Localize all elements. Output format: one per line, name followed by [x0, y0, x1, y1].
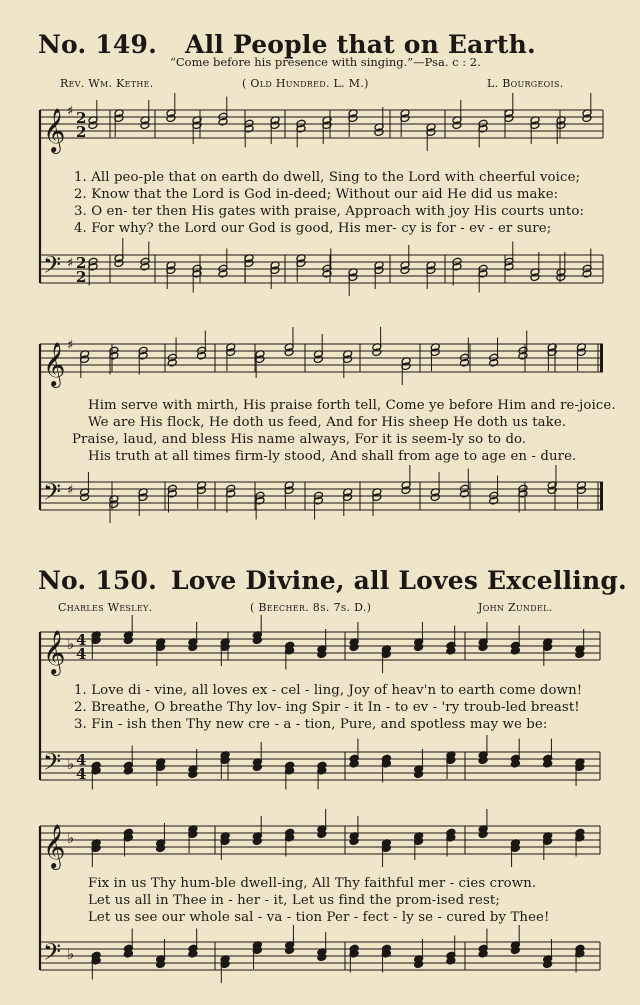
h149-s2-bass-sharp-icon: ♯ [67, 483, 74, 498]
h150-s1-treble-time-sig-bottom: 4 [76, 645, 87, 663]
hymn-150-verse-3a: 3. Fin - ish then Thy new cre - a - tion, Pure, and spotless may we be: [74, 717, 548, 732]
hymn-149-verse-4b: His truth at all times firm-ly stood, And shall from age to age en - dure. [88, 449, 577, 464]
h150-s1-treble-treble-clef-icon: 𝄞 [43, 630, 66, 674]
hymn-149-verse-1b: Him serve with mirth, His praise forth tell, Come ye before Him and re-joice. [88, 398, 616, 413]
hymn-149-epigraph: “Come before his presence with singing.”—Psa. c : 2. [170, 55, 481, 69]
hymn-149-tune: ( Old Hundred. L. M.) [242, 77, 369, 90]
hymn-149-verse-4a: 4. For why? the Lord our God is good, His mer- cy is for - ev - er sure; [74, 221, 552, 236]
h150-s1-bass-flat-icon: ♭ [67, 755, 75, 773]
h150-s1-bass-time-sig-top: 4 [76, 751, 87, 769]
h150-s1-bass-bass-clef-icon: 𝄢 [43, 748, 62, 781]
hymn-150-title [38, 566, 627, 595]
h150-s2-treble-treble-clef-icon: 𝄞 [43, 824, 66, 868]
h149-s1-bass-bass-clef-icon: 𝄢 [43, 251, 62, 284]
h150-s2-treble-flat-icon: ♭ [67, 829, 75, 847]
h150-s1-treble-flat-icon: ♭ [67, 635, 75, 653]
h149-s1-bass-time-sig-top: 2 [76, 254, 87, 272]
hymn-149-number: No. 149. [38, 30, 157, 59]
hymn-150-verse-1b: Fix in us Thy hum-ble dwell-ing, All Thy faithful mer - cies crown. [88, 876, 537, 891]
hymn-150-tune: ( Beecher. 8s. 7s. D.) [250, 601, 372, 614]
hymn-150-verse-2b: Let us all in Thee in - her - it, Let us find the prom-ised rest; [88, 893, 500, 908]
hymn-149-name: All People that on Earth. [184, 30, 536, 59]
hymn-150-name: Love Divine, all Loves Excelling. [170, 566, 627, 595]
h149-s2-treble-treble-clef-icon: 𝄞 [43, 342, 66, 386]
h149-s1-treble-treble-clef-icon: 𝄞 [43, 108, 66, 152]
h149-s1-treble-sharp-icon: ♯ [67, 104, 74, 119]
hymn-150-number: No. 150. [38, 566, 157, 595]
h149-s1-bass-sharp-icon: ♯ [67, 256, 74, 271]
h150-s2-bass-bass-clef-icon: 𝄢 [43, 938, 62, 971]
hymn-150-author: Charles Wesley. [58, 601, 153, 614]
h150-s2-bass-flat-icon: ♭ [67, 945, 75, 963]
h149-s1-treble-time-sig-top: 2 [76, 109, 87, 127]
hymn-150-verse-1a: 1. Love di - vine, all loves ex - cel - ling, Joy of heav'n to earth come down! [74, 683, 583, 698]
h150-s1-treble-time-sig-top: 4 [76, 631, 87, 649]
hymn-149-verse-2a: 2. Know that the Lord is God in-deed; Without our aid He did us make: [74, 187, 559, 202]
hymn-149-verse-3b: Praise, laud, and bless His name always, For it is seem-ly so to do. [72, 432, 527, 447]
h149-s2-treble-sharp-icon: ♯ [67, 338, 74, 353]
hymn-150-composer: John Zundel. [478, 601, 553, 614]
h149-s2-bass-bass-clef-icon: 𝄢 [43, 478, 62, 511]
hymn-150-verse-2a: 2. Breathe, O breathe Thy lov- ing Spir - it In - to ev - 'ry troub-led breast! [74, 700, 580, 715]
h149-s1-bass-time-sig-bottom: 2 [76, 268, 87, 286]
hymn-149-verse-3a: 3. O en- ter then His gates with praise, Approach with joy His courts unto: [74, 204, 585, 219]
hymn-150-verse-3b: Let us see our whole sal - va - tion Per - fect - ly se - cured by Thee! [88, 910, 550, 925]
hymn-149-composer: L. Bourgeois. [487, 77, 564, 90]
hymn-149-verse-2b: We are His flock, He doth us feed, And for His sheep He doth us take. [88, 415, 567, 430]
hymn-149-author: Rev. Wm. Kethe. [60, 77, 154, 90]
hymn-149-verse-1a: 1. All peo-ple that on earth do dwell, Sing to the Lord with cheerful voice; [74, 170, 581, 185]
h150-s1-bass-time-sig-bottom: 4 [76, 765, 87, 783]
h149-s1-treble-time-sig-bottom: 2 [76, 123, 87, 141]
